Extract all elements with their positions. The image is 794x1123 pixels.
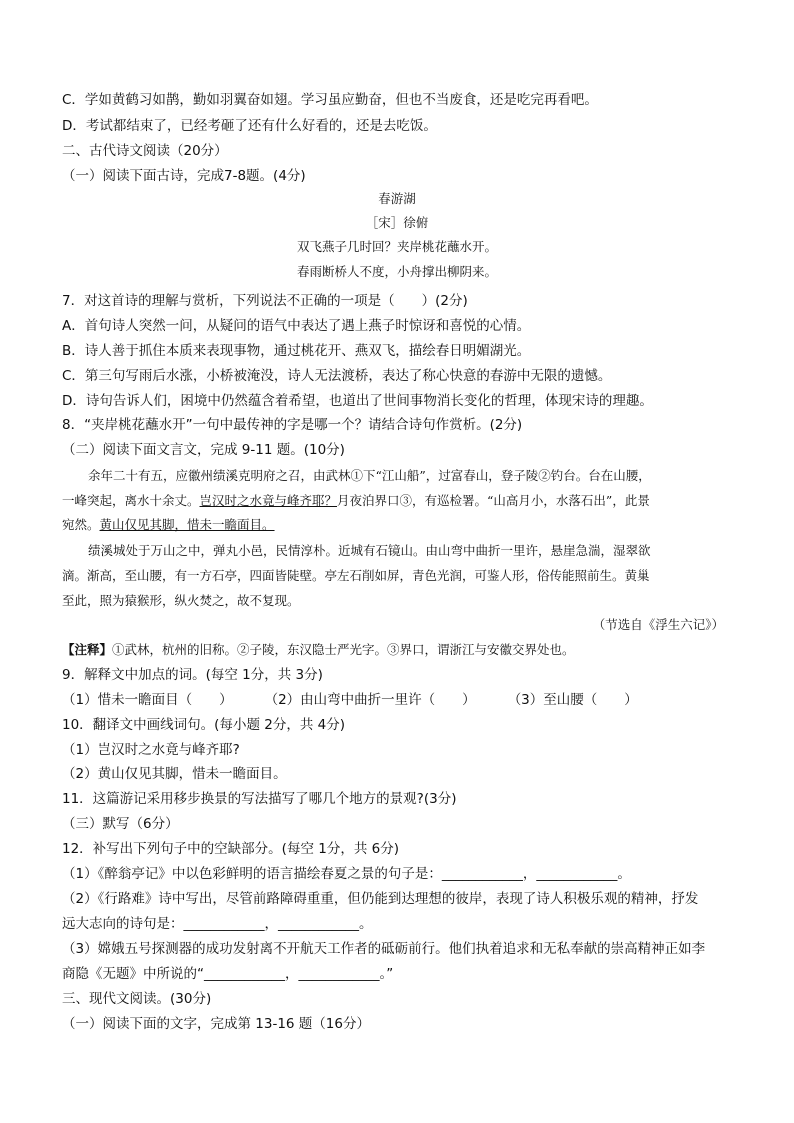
question-9-item-3: （3）至山腰（ ） xyxy=(507,692,638,708)
subsection-2-title: （二）阅读下面文言文，完成 9-11 题。(10分) xyxy=(62,442,345,458)
poem-line-2: 春雨断桥人不度，小舟撑出柳阴来。 xyxy=(296,264,497,279)
classical-text-p1-line3 xyxy=(62,515,742,535)
poem-title: 春游湖 xyxy=(378,191,416,206)
section-2-title: 二、古代诗文阅读（20分） xyxy=(62,143,228,159)
question-12-item-3-line1: （3）嫦娥五号探测器的成功发射离不开航天工作者的砥砺前行。他们执着追求和无私奉献的崇高精神正如李 xyxy=(62,941,706,957)
underlined-sentence-2: 黄山仅见其脚，惜未一瞻面目。 xyxy=(99,517,275,532)
annotation-line xyxy=(62,640,742,660)
classical-text-p2-line3: 至此，照为猿猴形，纵火焚之，故不复现。 xyxy=(62,593,300,608)
annotation-text: ①武林，杭州的旧称。②子陵，东汉隐士严光字。③界口，谓浙江与安徽交界处也。 xyxy=(112,642,575,657)
question-11: 11．这篇游记采用移步换景的写法描写了哪几个地方的景观?(3分) xyxy=(62,791,457,807)
question-8: 8．“夹岸桃花蘸水开”一句中最传神的字是哪一个？请结合诗句作赏析。(2分) xyxy=(62,417,523,433)
question-9-item-1: （1）惜未一瞻面目（ ） xyxy=(62,692,233,708)
question-7-option-a: A．首句诗人突然一问，从疑问的语气中表达了遇上燕子时惊讶和喜悦的心情。 xyxy=(62,318,531,334)
question-7: 7．对这首诗的理解与赏析，下列说法不正确的一项是（ ）(2分) xyxy=(62,293,468,309)
subsection-1-title: （一）阅读下面古诗，完成7-8题。(4分) xyxy=(62,168,306,184)
question-7-option-d: D．诗句告诉人们，困境中仍然蕴含着希望，也道出了世间事物消长变化的哲理，体现宋诗的理趣。 xyxy=(62,393,653,409)
poem-author: ［宋］徐俯 xyxy=(365,215,429,230)
question-12-item-3-line2: 商隐《无题》中所说的“____________，____________。” xyxy=(62,966,394,982)
question-9: 9．解释文中加点的词。(每空 1分，共 3分) xyxy=(62,667,323,683)
question-9-item-2: （2）由山弯中曲折一里许（ ） xyxy=(264,692,476,708)
question-9-items xyxy=(62,690,742,710)
question-10: 10．翻译文中画线词句。(每小题 2分，共 4分) xyxy=(62,717,345,733)
question-12-item-2-line2: 远大志向的诗句是：____________，____________。 xyxy=(62,916,373,932)
classical-text-p2-line1: 绩溪城处于万山之中，弹丸小邑，民情淳朴。近城有石镜山。由山弯中曲折一里许，悬崖急湍，湿翠欲 xyxy=(88,543,651,558)
classical-text-p1-line2 xyxy=(62,491,742,511)
source-note: （节选自《浮生六记》） xyxy=(592,617,724,632)
text-segment: 月夜泊界口③，有巡检署。“山高月小，水落石出”，此景 xyxy=(337,493,650,508)
question-7-option-c: C．第三句写雨后水涨，小桥被淹没，诗人无法渡桥，表达了称心快意的春游中无限的遗憾。 xyxy=(62,368,612,384)
text-segment: 宛然。 xyxy=(62,517,100,532)
poem-line-1: 双飞燕子几时回？夹岸桃花蘸水开。 xyxy=(296,239,497,254)
question-12-item-1: （1）《醉翁亭记》中以色彩鲜明的语言描绘春夏之景的句子是：____________，____________。 xyxy=(62,866,631,882)
question-7-option-b: B．诗人善于抓住本质来表现事物，通过桃花开、燕双飞，描绘春日明媚湖光。 xyxy=(62,343,531,359)
option-d-line: D．考试都结束了，已经考砸了还有什么好看的，还是去吃饭。 xyxy=(62,118,437,134)
underlined-sentence-1: 岂汉时之水竟与峰齐耶？ xyxy=(199,493,338,508)
subsection-3-title: （三）默写（6分） xyxy=(62,816,179,832)
option-c-line: C．学如黄鹤习如鹊，勤如羽翼奋如翅。学习虽应勤奋，但也不当废食，还是吃完再看吧。 xyxy=(62,92,598,108)
question-10-item-2: （2）黄山仅见其脚，惜未一瞻面目。 xyxy=(62,766,287,782)
classical-text-p1-line1: 余年二十有五，应徽州绩溪克明府之召，由武林①下“江山船”，过富春山，登子陵②钓台。台在山腰， xyxy=(88,468,651,483)
classical-text-p2-line2: 滴。渐高，至山腰，有一方石亭，四面皆陡壁。亭左石削如屏，青色光润，可鉴人形，俗传能照前生。黄巢 xyxy=(62,568,650,583)
question-12-item-2-line1: （2）《行路难》诗中写出，尽管前路障碍重重，但仍能到达理想的彼岸，表现了诗人积极乐观的精神，抒发 xyxy=(62,891,699,907)
question-12: 12．补写出下列句子中的空缺部分。(每空 1分，共 6分) xyxy=(62,841,399,857)
subsection-4-title: （一）阅读下面的文字，完成第 13-16 题（16分） xyxy=(62,1016,370,1032)
annotation-label: 【注释】 xyxy=(62,642,113,657)
question-10-item-1: （1）岂汉时之水竟与峰齐耶? xyxy=(62,742,240,758)
section-3-title: 三、现代文阅读。(30分) xyxy=(62,991,212,1007)
text-segment: 一峰突起，离水十余丈。 xyxy=(62,493,200,508)
